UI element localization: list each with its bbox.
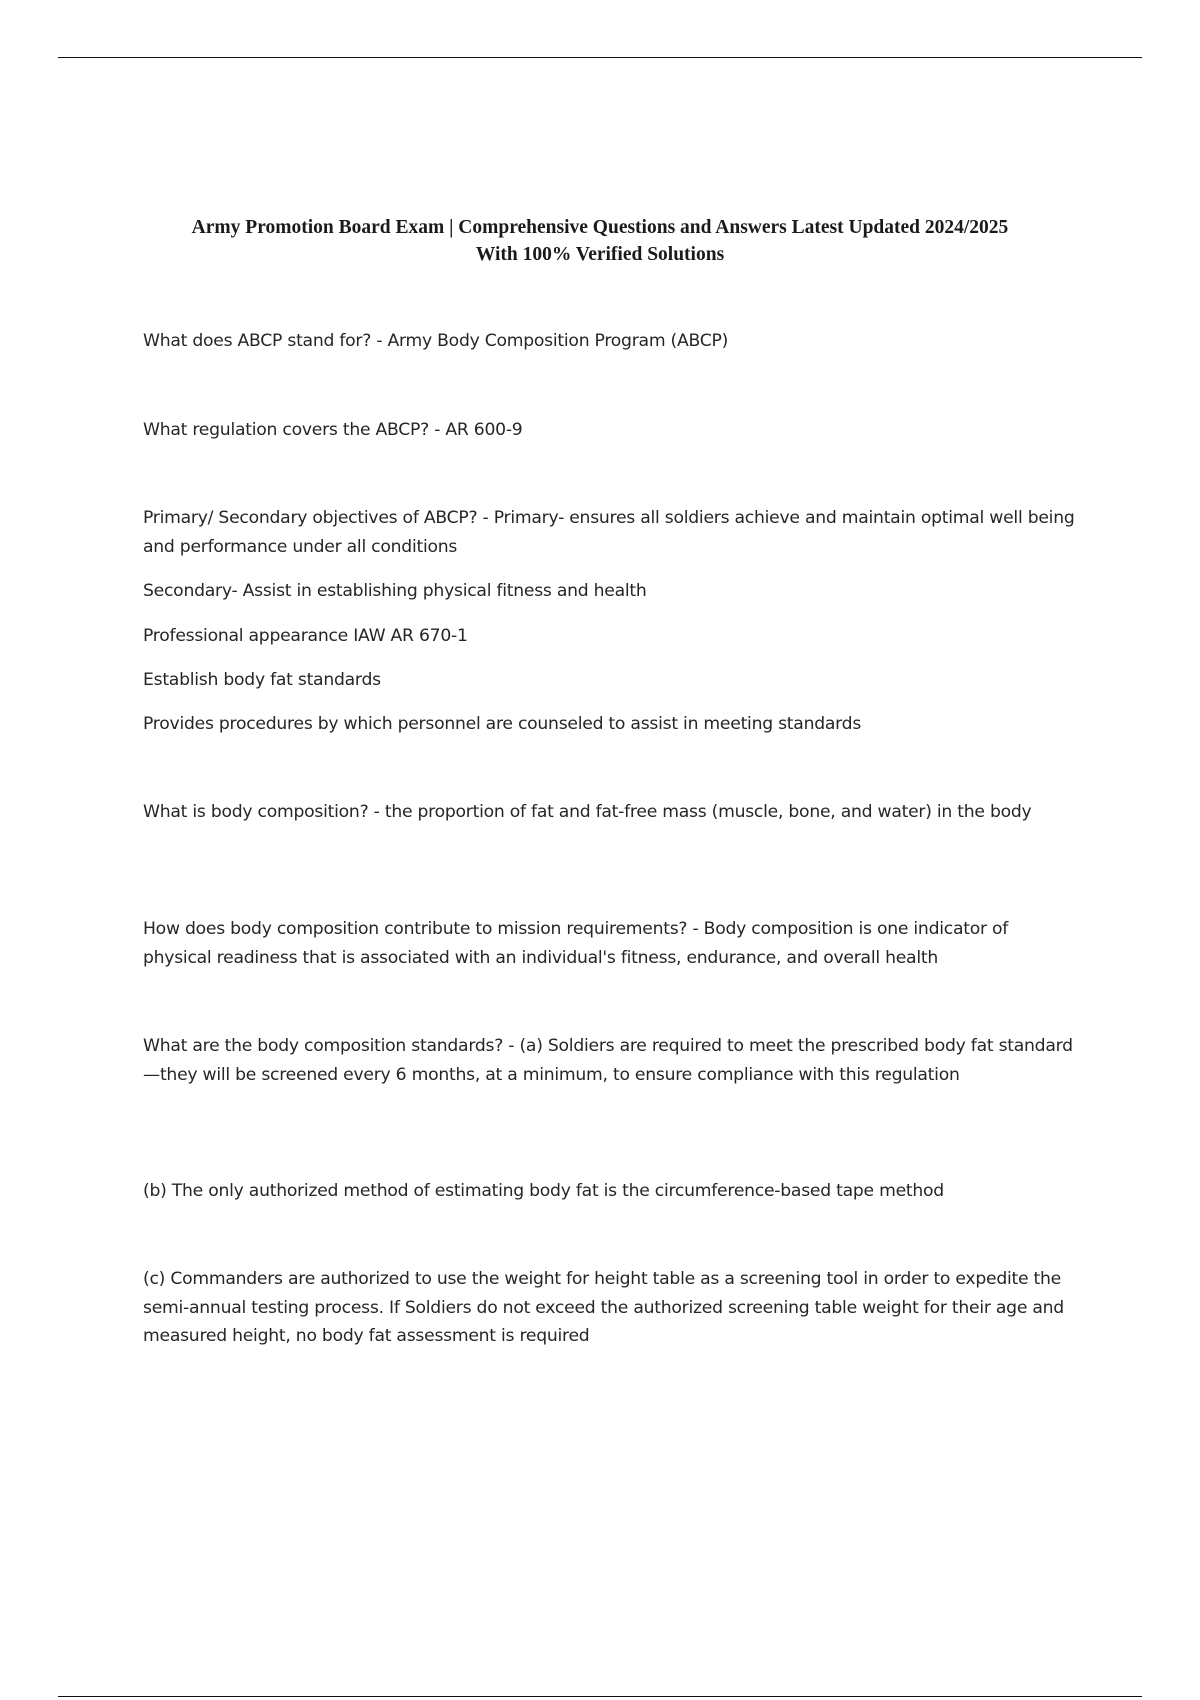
standard-c-screening-table: (c) Commanders are authorized to use the weight for height table as a screening tool in order to expedite the semi-annual testing process. If Soldiers do not exceed the authorized screening table weight for their age and measured height, no body fat assessment is required bbox=[143, 1269, 1064, 1346]
qa-abcp-meaning: What does ABCP stand for? - Army Body Composition Program (ABCP) bbox=[143, 331, 729, 351]
objective-appearance: Professional appearance IAW AR 670-1 bbox=[143, 626, 468, 646]
qa-body-composition: What is body composition? - the proportion of fat and fat-free mass (muscle, bone, and water) in the body bbox=[143, 802, 1032, 822]
objective-counseling: Provides procedures by which personnel are counseled to assist in meeting standards bbox=[143, 714, 862, 734]
objective-body-fat-standards: Establish body fat standards bbox=[143, 670, 381, 690]
qa-composition-standards: What are the body composition standards? - (a) Soldiers are required to meet the prescribed body fat standard—they will be screened every 6 months, at a minimum, to ensure compliance with this regulation bbox=[143, 1036, 1073, 1085]
standard-b-tape-method: (b) The only authorized method of estimating body fat is the circumference-based tape method bbox=[143, 1181, 944, 1201]
top-rule bbox=[58, 57, 1142, 58]
objective-secondary: Secondary- Assist in establishing physical fitness and health bbox=[143, 581, 647, 601]
qa-mission-requirements: How does body composition contribute to mission requirements? - Body composition is one indicator of physical readiness that is associated with an individual's fitness, endurance, and overall health bbox=[143, 919, 1009, 968]
title-line-2: With 100% Verified Solutions bbox=[475, 244, 725, 265]
title-line-1: Army Promotion Board Exam | Comprehensive Questions and Answers Latest Updated 2024/2025 bbox=[191, 217, 1009, 238]
bottom-rule bbox=[58, 1696, 1142, 1697]
qa-abcp-objectives: Primary/ Secondary objectives of ABCP? - Primary- ensures all soldiers achieve and maintain optimal well being and performance under all conditions bbox=[143, 508, 1075, 557]
document-title bbox=[120, 214, 1080, 268]
qa-abcp-regulation: What regulation covers the ABCP? - AR 600-9 bbox=[143, 420, 523, 440]
